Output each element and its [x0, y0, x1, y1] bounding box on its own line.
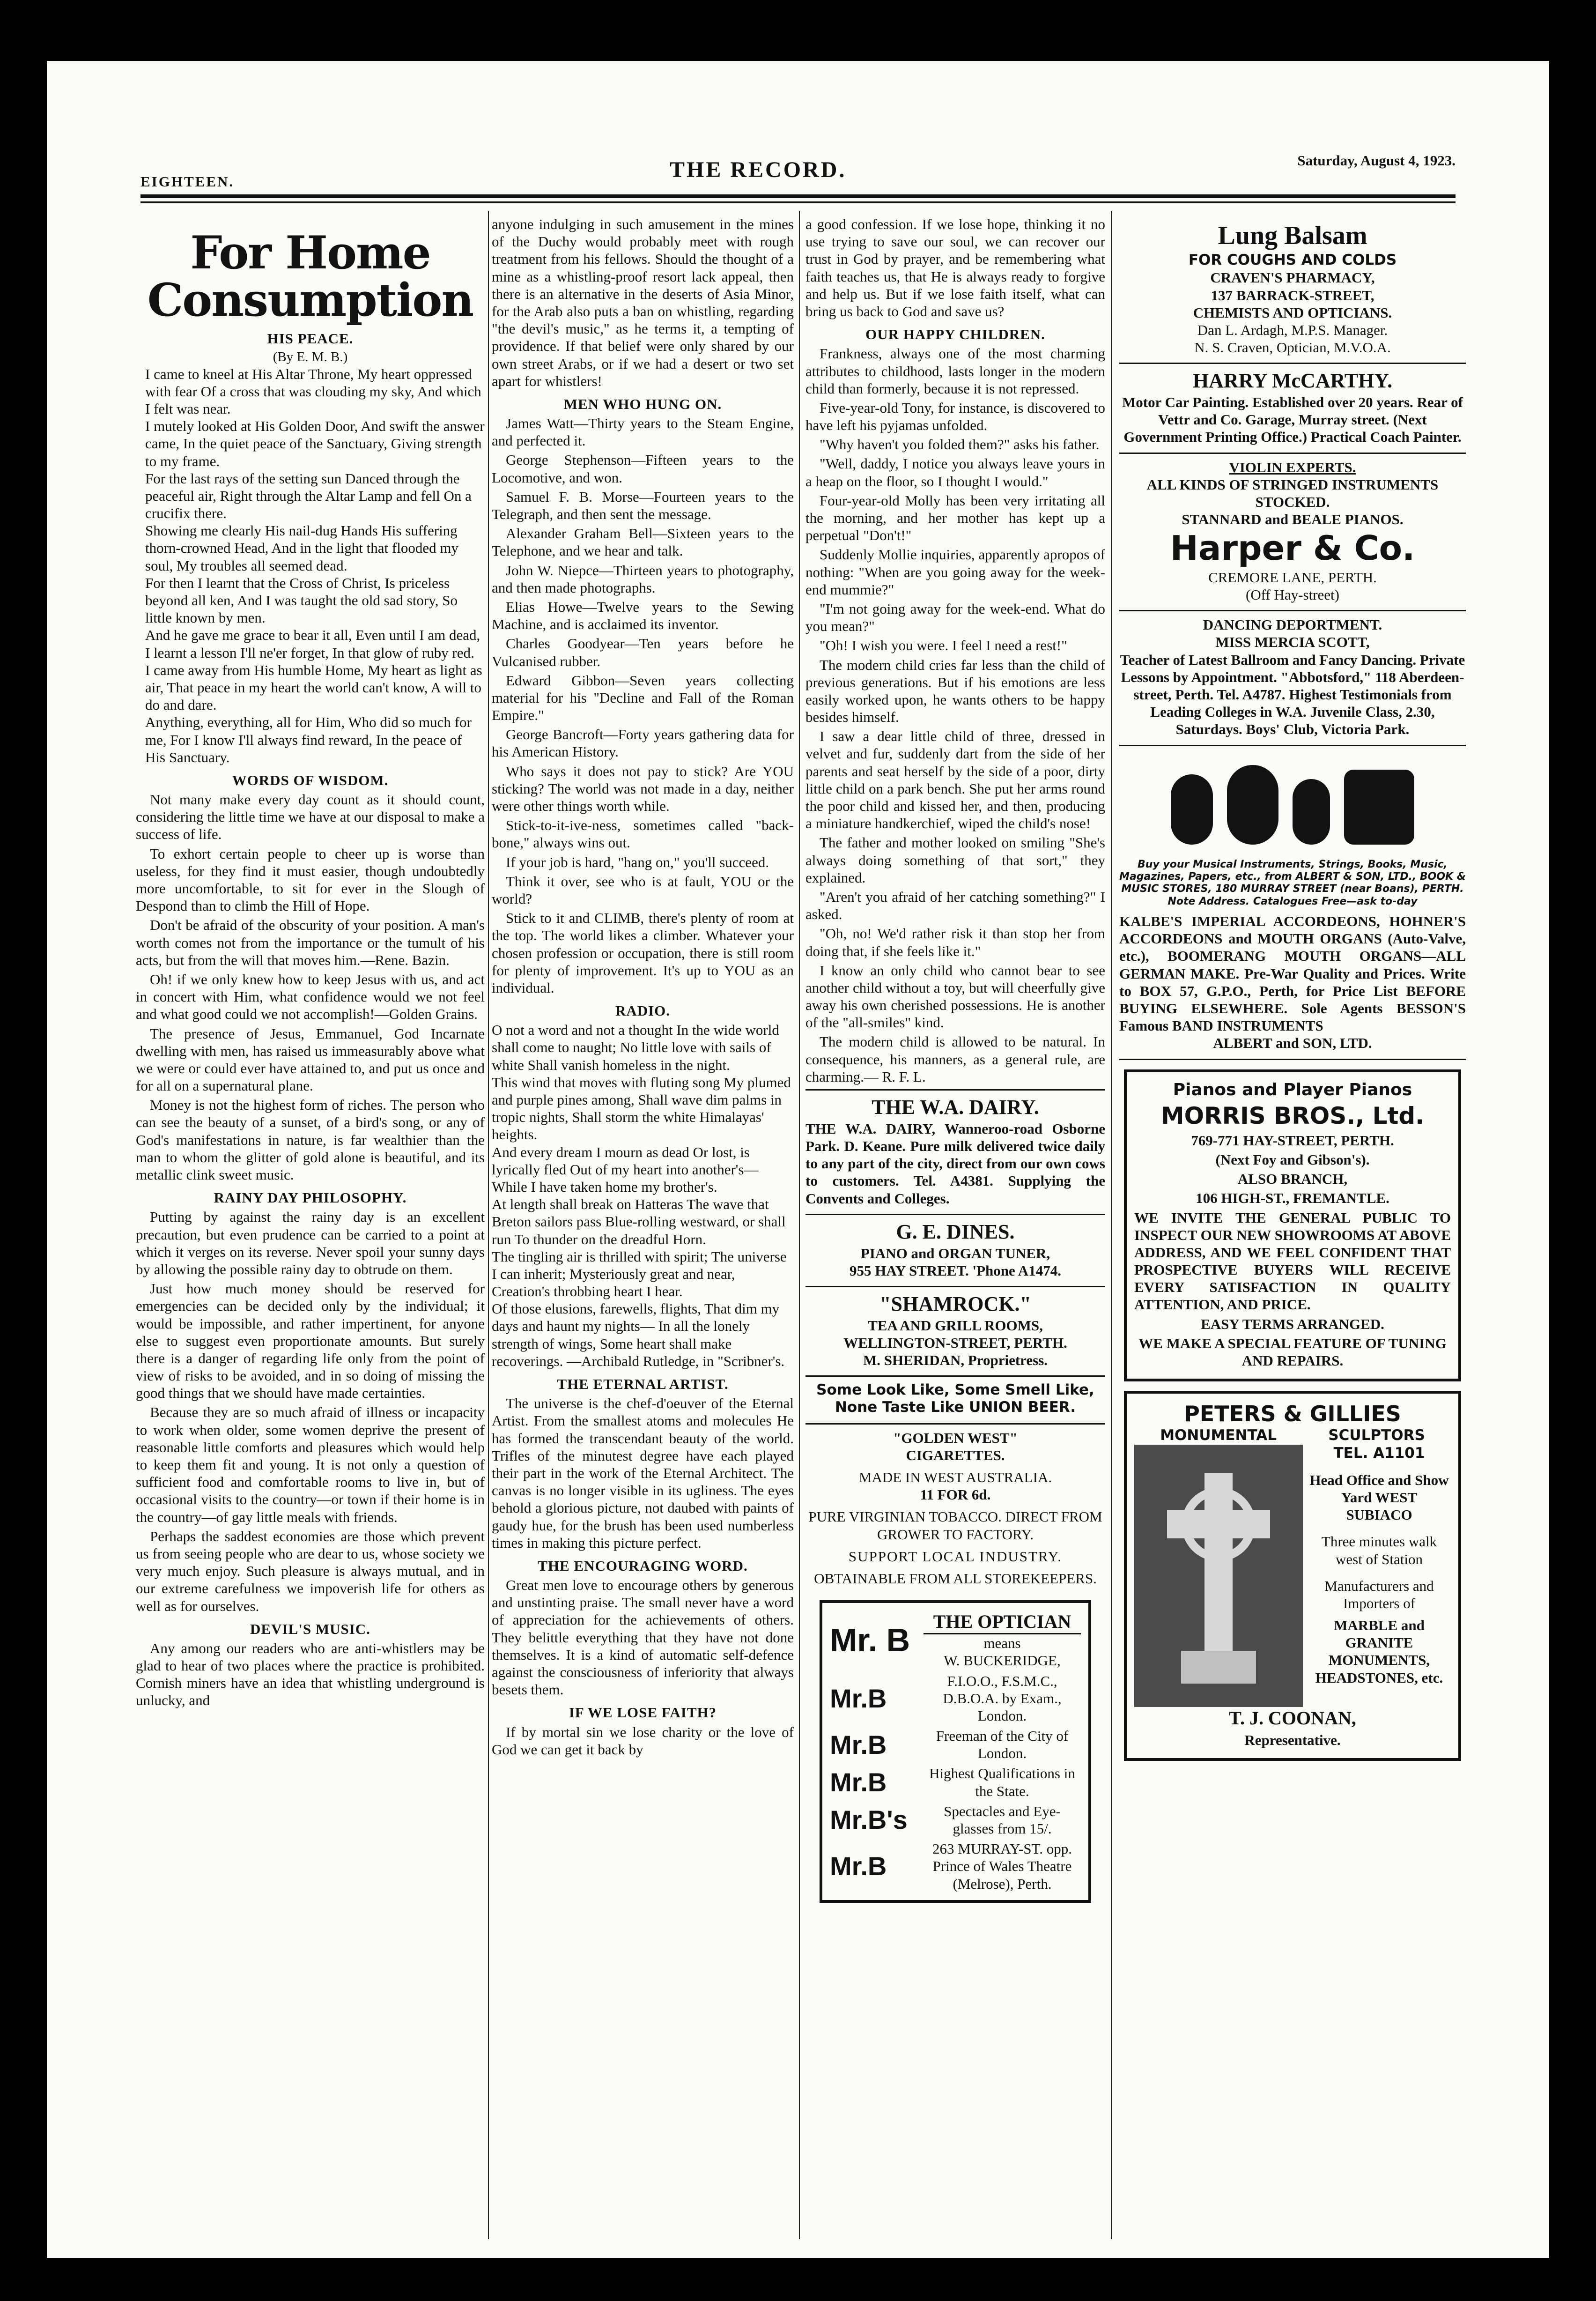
stanza: And he gave me grace to bear it all, Even until I am dead, I learnt a lesson I'll ne'er forget, In that glow of ruby red.	[145, 627, 480, 661]
ad-line: (Next Foy and Gibson's).	[1215, 1151, 1370, 1168]
paragraph: Suddenly Mollie inquiries, apparently apropos of nothing: "When are you going away for the week-end mummie?"	[805, 546, 1105, 598]
ad-line: PURE VIRGINIAN TOBACCO. DIRECT FROM GROWER TO FACTORY.	[808, 1508, 1102, 1543]
article-heading: HIS PEACE.	[267, 330, 354, 347]
ad-line: 11 FOR 6d.	[920, 1486, 991, 1503]
paragraph: If your job is hard, "hang on," you'll succeed.	[506, 854, 769, 870]
optician-title	[924, 1611, 1081, 1669]
celtic-cross-illustration	[1134, 1445, 1303, 1707]
optician-address: 263 MURRAY-ST. opp. Prince of Wales Theatre (Melrose), Perth.	[932, 1841, 1072, 1892]
mr-b-logo: Mr.B's	[830, 1805, 908, 1835]
ad-line: CRAVEN'S PHARMACY,	[1210, 269, 1375, 286]
paragraph: The modern child cries far less than the child of previous generations. But if his emotions are less easily worked upon, he wants others to be happy besides himself.	[805, 656, 1105, 726]
ad-line: 955 HAY STREET. 'Phone A1474.	[850, 1262, 1061, 1279]
paragraph: "Well, daddy, I notice you always leave yours in a heap on the floor, so I thought I would."	[805, 455, 1105, 490]
article-heading: WORDS OF WISDOM.	[232, 772, 389, 788]
paragraph: Five-year-old Tony, for instance, is discovered to have left his pyjamas unfolded.	[805, 399, 1105, 434]
ad-line: CREMORE LANE, PERTH.	[1208, 569, 1377, 586]
column-divider	[1111, 211, 1112, 2239]
stanza: For the last rays of the setting sun Danced through the peaceful air, Right through the Altar Lamp and fell On a crucifix there.	[145, 470, 472, 522]
ad-line: MADE IN WEST AUSTRALIA.	[858, 1469, 1052, 1486]
paragraph: "I'm not going away for the week-end. What do you mean?"	[805, 600, 1105, 635]
paragraph: Putting by against the rainy day is an excellent precaution, but even prudence can be carried to a point at which it verges on its reverse. Never spoil your sunny days by allowing the possible rainy day to obtrude on them.	[136, 1209, 485, 1277]
page-number: EIGHTEEN.	[140, 173, 235, 190]
paragraph: Not many make every day count as it should count, considering the little time we have at our disposal to make a success of life.	[136, 791, 485, 843]
paragraph: To exhort certain people to cheer up is worse than useless, for they find it must easier, though undoubtedly more uncomfortable, to sit for ever in the Slough of Despond than to climb the Hill of Hope.	[136, 845, 485, 914]
stanza: I came away from His humble Home, My heart as light as air, That peace in my heart the world can't know, A will to do and dare.	[145, 661, 482, 713]
article-heading: DEVIL'S MUSIC.	[250, 1620, 370, 1637]
article-heading: THE ENCOURAGING WORD.	[538, 1557, 748, 1574]
horn-shape	[1344, 770, 1414, 845]
header-rule	[140, 194, 1456, 198]
ad-line: MARBLE and GRANITE MONUMENTS, HEADSTONES, etc.	[1315, 1617, 1443, 1686]
ad-line: 106 HIGH-ST., FREMANTLE.	[1196, 1190, 1389, 1207]
mr-b-logo: Mr.B	[830, 1683, 887, 1713]
dines-ad	[805, 1215, 1105, 1287]
ad-line: WELLINGTON-STREET, PERTH.	[843, 1334, 1067, 1351]
golden-west-ad	[805, 1425, 1105, 1594]
paragraph: Four-year-old Molly has been very irritating all the morning, and her mother has kept up a perpetual "Don't!"	[805, 492, 1105, 544]
ad-text: Motor Car Painting. Established over 20 years. Rear of Vettr and Co. Garage, Murray street. (Next Government Printing Office.) Practical Coach Painter.	[1122, 394, 1463, 445]
ad-line: SCULPTORS	[1328, 1427, 1425, 1444]
stanza: And every dream I mourn as dead Or lost, is lyrically fled Out of my heart into another's— While I have taken home my brother's.	[492, 1143, 759, 1195]
paragraph: George Stephenson—Fifteen years to the Locomotive, and won.	[492, 452, 794, 486]
ad-line: FOR COUGHS AND COLDS	[1188, 252, 1397, 269]
ad-title: HARRY McCARTHY.	[1192, 369, 1393, 393]
stanza: At length shall break on Hatteras The wave that Breton sailors pass Blue-rolling westward, or shall run To thunder on the dreadful Horn.	[492, 1196, 786, 1247]
ad-sub: CIGARETTES.	[906, 1447, 1005, 1463]
paragraph: "Why haven't you folded them?" asks his father.	[820, 436, 1100, 453]
stanza: Showing me clearly His nail-dug Hands His suffering thorn-crowned Head, And in the light that flooded my soul, My troubles all seemed dead.	[145, 522, 458, 574]
article-heading: IF WE LOSE FAITH?	[569, 1704, 717, 1721]
morris-ad	[1124, 1069, 1461, 1382]
column-1	[136, 215, 485, 1711]
stanza: For then I learnt that the Cross of Christ, Is priceless beyond all ken, And I was taught the old sad story, So little known by men.	[145, 574, 458, 626]
paragraph: If by mortal sin we lose charity or the love of God we can get it back by	[492, 1723, 794, 1758]
poem	[492, 1021, 794, 1370]
ad-line: M. SHERIDAN, Proprietress.	[863, 1352, 1048, 1369]
paragraph: James Watt—Thirty years to the Steam Engine, and perfected it.	[492, 415, 794, 449]
ad-text: WE MAKE A SPECIAL FEATURE OF TUNING AND REPAIRS.	[1138, 1335, 1447, 1369]
optician-grid	[830, 1611, 1081, 1893]
ad-line: DANCING DEPORTMENT.	[1203, 616, 1382, 633]
column-3	[805, 215, 1105, 1903]
ad-line: Representative.	[1244, 1731, 1341, 1748]
column-divider	[488, 211, 489, 2239]
peters-details	[1303, 1445, 1451, 1707]
paragraph: Think it over, see who is at fault, YOU or the world?	[492, 873, 794, 907]
article-heading: RAINY DAY PHILOSOPHY.	[214, 1189, 407, 1206]
ad-line: (Off Hay-street)	[1246, 586, 1339, 603]
ad-line: MISS MERCIA SCOTT,	[1215, 634, 1370, 651]
instruments-illustration	[1161, 760, 1424, 849]
sub-heading-row	[1134, 1427, 1451, 1444]
article-heading: MEN WHO HUNG ON.	[563, 395, 722, 412]
ad-title: THE W.A. DAIRY.	[872, 1096, 1039, 1119]
article-heading: THE ETERNAL ARTIST.	[557, 1376, 729, 1392]
ad-text: WE INVITE THE GENERAL PUBLIC TO INSPECT OUR NEW SHOWROOMS AT ABOVE ADDRESS, AND WE FEEL CONFIDENT THAT PROSPECTIVE BUYERS WILL RECEIVE EVERY SATISFACTION IN QUALITY ATTENTION, AND PRICE.	[1134, 1209, 1451, 1313]
optician-freeman: Freeman of the City of London.	[936, 1728, 1069, 1762]
harper-name: Harper & Co.	[1170, 528, 1415, 568]
lung-balsam-ad	[1119, 215, 1466, 364]
paragraph: anyone indulging in such amusement in the mines of the Duchy would probably meet with rough treatment from his fellows. Should the thought of a mine as a whistling-proof resort lack appeal, then there is an alternative in the deserts of Asia Minor, for the Arab also puts a ban on whistling, regarding "the devil's music," as he terms it, a tempting of providence. If that belief were only shared by our own street Arabs, or if we had a desert or two set apart for whistlers!	[492, 216, 794, 389]
stanza: The tingling air is thrilled with spirit; The universe I can inherit; Mysteriously great and near, Creation's throbbing heart I hear.	[492, 1248, 787, 1300]
paragraph: Who says it does not pay to stick? Are YOU sticking? The world was not made in a day, neither were other things worth while.	[492, 763, 794, 814]
ad-line: 769-771 HAY-STREET, PERTH.	[1191, 1132, 1394, 1149]
paragraph: Don't be afraid of the obscurity of your position. A man's worth comes not from the importance or the tumult of his acts, but from the will that moves him.—Rene. Bazin.	[136, 917, 485, 968]
optician-name: W. BUCKERIDGE,	[944, 1652, 1061, 1669]
optician-spectacles: Spectacles and Eye-glasses from 15/.	[944, 1803, 1061, 1837]
header-rule-thin	[140, 201, 1456, 203]
ad-line: TEA AND GRILL ROOMS,	[868, 1317, 1043, 1334]
ad-line: Dan L. Ardagh, M.P.S. Manager.	[1197, 321, 1388, 338]
stanza: Of those elusions, farewells, flights, That dim my days and haunt my nights— In all the lonely strength of wings, Some heart shall make recoverings. —Archibald Rutledge, in "Scribner's.	[492, 1300, 785, 1369]
ad-line: 137 BARRACK-STREET,	[1211, 287, 1374, 304]
ad-line: STANNARD and BEALE PIANOS.	[1182, 511, 1404, 528]
paragraph: Edward Gibbon—Seven years collecting material for his "Decline and Fall of the Roman Empire."	[492, 672, 794, 724]
paragraph: "Aren't you afraid of her catching something?" I asked.	[805, 888, 1105, 923]
paragraph: Any among our readers who are anti-whistlers may be glad to hear of two places where the practice is prohibited. Cornish miners have an idea that whistling underground is unlucky, and	[136, 1640, 485, 1709]
paragraph: Elias Howe—Twelve years to the Sewing Machine, and is acclaimed its inventor.	[492, 598, 794, 633]
violin-shape	[1171, 774, 1213, 845]
paragraph: Perhaps the saddest economies are those which prevent us from seeing people who are dear to us, whose society we very much enjoy. Such pleasure is always mutual, and in our extreme carefulness we impoverish life for others as well as for ourselves.	[136, 1528, 485, 1614]
optician-heading: THE OPTICIAN	[924, 1611, 1081, 1634]
paragraph: Alexander Graham Bell—Sixteen years to the Telephone, and we hear and talk.	[492, 525, 794, 559]
ad-line: EASY TERMS ARRANGED.	[1201, 1315, 1384, 1332]
column-4	[1119, 215, 1466, 1770]
ad-text: Some Look Like, Some Smell Like, None Taste Like UNION BEER.	[816, 1381, 1094, 1416]
optician-means: means	[983, 1635, 1021, 1652]
newspaper-title: THE RECORD.	[670, 157, 847, 182]
paragraph: Because they are so much afraid of illness or incapacity to work when older, some women deprive the present of reasonable little comforts and pleasures which would help to keep them fit and young. It is not only a question of sufficient food and comfortable rooms to live in, but of occasional visits to the country—or town if their home is in the country—of gay little meals with friends.	[136, 1404, 485, 1525]
ad-title: PETERS & GILLIES	[1184, 1401, 1401, 1427]
ad-line: SUPPORT LOCAL INDUSTRY.	[848, 1548, 1063, 1565]
newspaper-page	[47, 61, 1549, 2258]
ad-title: Pianos and Player Pianos	[1173, 1080, 1412, 1099]
dancing-ad	[1119, 611, 1466, 746]
paragraph: Great men love to encourage others by generous and unstinting praise. The small never have a word of appreciation for the achievements of others. They belittle everything that they have not done themselves. It is a kind of automatic self-defence against the consciousness of inferiority that always besets them.	[492, 1577, 794, 1698]
article-heading: RADIO.	[615, 1002, 671, 1019]
ad-line: N. S. Craven, Optician, M.V.O.A.	[1194, 339, 1391, 356]
banner-heading: For Home Consumption	[147, 226, 473, 327]
paragraph: "Oh, no! We'd rather risk it than stop her from doing that, if she feels like it."	[805, 925, 1105, 959]
mr-b-logo: Mr.B	[830, 1851, 887, 1881]
paragraph: "Oh! I wish you were. I feel I need a rest!"	[820, 637, 1067, 654]
ad-line: VIOLIN EXPERTS.	[1229, 459, 1356, 475]
ad-line: ALBERT and SON, LTD.	[1213, 1035, 1372, 1052]
wa-dairy-ad	[805, 1089, 1105, 1215]
paragraph: George Bancroft—Forty years gathering data for his American History.	[492, 726, 794, 760]
peters-gillies-ad	[1124, 1391, 1461, 1761]
peters-rep	[1134, 1707, 1451, 1749]
byline: (By E. M. B.)	[273, 349, 348, 364]
mr-b-logo: Mr.B	[830, 1729, 887, 1759]
ad-line: CHEMISTS AND OPTICIANS.	[1193, 304, 1392, 321]
mr-b-logo: Mr.B	[830, 1767, 887, 1797]
ad-text: KALBE'S IMPERIAL ACCORDEONS, HOHNER'S ACCORDEONS and MOUTH ORGANS (Auto-Valve, etc.), BOOMERANG MOUTH ORGANS—ALL GERMAN MAKE. Pre-War Quality and Prices. Write to BOX 57, G.P.O., Perth, for Price List BEFORE BUYING ELSEWHERE. Sole Agents BESSON'S Famous BAND INSTRUMENTS	[1119, 913, 1466, 1034]
ad-title: G. E. DINES.	[896, 1220, 1015, 1243]
optician-ad	[820, 1600, 1091, 1903]
article-heading: OUR HAPPY CHILDREN.	[865, 326, 1045, 343]
ad-title: Lung Balsam	[1218, 221, 1367, 250]
ad-text: Teacher of Latest Ballroom and Fancy Dancing. Private Lessons by Appointment. "Abbotsford," 118 Aberdeen-street, Perth. Tel. A4787. Highest Testimonials from Leading Colleges in W.A. Juvenile Class, 2.30, Saturdays. Boys' Club, Victoria Park.	[1120, 651, 1465, 738]
issue-date: Saturday, August 4, 1923.	[1297, 152, 1456, 169]
optician-highest: Highest Qualifications in the State.	[929, 1765, 1075, 1799]
stanza: Anything, everything, all for Him, Who did so much for me, For I know I'll always find reward, In the peace of His Sanctuary.	[145, 714, 472, 765]
mr-b-logo: Mr. B	[830, 1621, 910, 1658]
albert-ad	[1119, 746, 1466, 1060]
ad-line: OBTAINABLE FROM ALL STOREKEEPERS.	[814, 1570, 1097, 1587]
cross-icon	[1134, 1445, 1303, 1707]
ad-line: T. J. COONAN,	[1229, 1707, 1356, 1729]
paragraph: Stick to it and CLIMB, there's plenty of room at the top. The world likes a climber. Whatever your chosen profession or occupation, there is still room for plenty of improvement. It's up to YOU as an individual.	[492, 910, 794, 996]
union-beer-ad	[805, 1377, 1105, 1424]
paragraph: The father and mother looked on smiling "She's always doing something of that sort," they explained.	[805, 834, 1105, 886]
paragraph: I saw a dear little child of three, dressed in velvet and fur, suddenly dart from the side of her parents and seat herself by the side of a poor, dirty little child on a park bench. She put her arms round the poor child and kissed her, and then, producing a miniature handkerchief, wiped the child's nose!	[805, 728, 1105, 832]
stanza: I mutely looked at His Golden Door, And swift the answer came, In the quiet peace of the Sanctuary, Giving strength to my frame.	[145, 418, 485, 469]
column-divider	[799, 211, 800, 2239]
ad-line: Head Office and Show Yard WEST SUBIACO	[1309, 1471, 1449, 1523]
paragraph: Charles Goodyear—Ten years before he Vulcanised rubber.	[492, 635, 794, 669]
paragraph: Samuel F. B. Morse—Fourteen years to the Telegraph, and then sent the message.	[492, 488, 794, 522]
stanza: O not a word and not a thought In the wide world shall come to naught; No little love with sails of white Shall vanish homeless in the night.	[492, 1022, 779, 1073]
paragraph: I know an only child who cannot bear to see another child without a toy, but will cheerfully give away his own cherished possessions. He is another of the "all-smiles" kind.	[805, 962, 1105, 1031]
harper-ad	[1119, 454, 1466, 612]
paragraph: Just how much money should be reserved for emergencies can be decided only by the individual; it would be impossible, and rather impertinent, for anyone else to suggest even proportionate amounts. But surely there is a danger of regarding life only from the point of view of risks to be avoided, and in so doing of missing the good things that we should have made certainties.	[136, 1280, 485, 1402]
ad-name: MORRIS BROS., Ltd.	[1160, 1102, 1425, 1129]
ad-line: ALL KINDS OF STRINGED INSTRUMENTS STOCKED.	[1146, 476, 1439, 511]
paragraph: The universe is the chef-d'oeuver of the Eternal Artist. From the smallest atoms and molecules He has formed the transcendant beauty of the world. Trifles of the minutest degree have each played their part in the work of the Eternal Architect. The canvas is no longer visible in its ugliness. The eyes behold a glorious picture, not daubed with paints of gaudy hue, for the brush has been used numberless times in making this picture perfect.	[492, 1395, 794, 1551]
ad-text: THE W.A. DAIRY, Wanneroo-road Osborne Park. D. Keane. Pure milk delivered twice daily to any part of the city, direct from our own cows to customers. Tel. A4381. Supplying the Convents and Colleges.	[805, 1120, 1105, 1207]
ad-line: ALSO BRANCH,	[1237, 1171, 1348, 1188]
paragraph: a good confession. If we lose hope, thinking it no use trying to save our soul, we can recover our trust in God by prayer, and be remembering what faith teaches us, that He is always ready to forgive and help us. But if we lose faith itself, what can bring us back to God and save us?	[805, 216, 1105, 319]
paragraph: John W. Niepce—Thirteen years to photography, and then made photographs.	[492, 562, 794, 596]
paragraph: Money is not the highest form of riches. The person who can see the beauty of a sunset, of a bird's song, or any of God's manifestations in nature, is far wealthier than the man to whom the glitter of gold alone is beautiful, and its metallic clink sweet music.	[136, 1097, 485, 1183]
monument-row	[1134, 1445, 1451, 1707]
paragraph: Stick-to-it-ive-ness, sometimes called "back-bone," always wins out.	[492, 817, 794, 851]
ad-line: TEL. A1101	[1333, 1444, 1425, 1462]
ad-line: PIANO and ORGAN TUNER,	[860, 1245, 1050, 1262]
guitar-shape	[1227, 765, 1278, 845]
stanza: This wind that moves with fluting song My plumed and purple pines among, Shall wave dim palms in tropic nights, Shall storm the white Himalayas' heights.	[492, 1074, 791, 1143]
ad-line: Three minutes walk west of Station	[1321, 1533, 1437, 1567]
paragraph: Oh! if we only knew how to keep Jesus with us, and act in concert with Him, what confidence would we not feel and what good could we not accomplish!—Golden Grains.	[136, 971, 485, 1023]
ad-line: Manufacturers and Importers of	[1324, 1577, 1434, 1611]
paragraph: The modern child is allowed to be natural. In consequence, his manners, as a general rule, are charming.— R. F. L.	[805, 1033, 1105, 1085]
ad-line: MONUMENTAL	[1160, 1427, 1277, 1444]
mandolin-shape	[1293, 779, 1330, 845]
paragraph: Frankness, always one of the most charming attributes to childhood, lasts longer in the modern child than formerly, because it is not repressed.	[805, 345, 1105, 397]
poem	[136, 365, 485, 766]
paragraph: The presence of Jesus, Emmanuel, God Incarnate dwelling with men, has raised us immeasurably above what we were or could ever have attained to, and put us once and for all on a supernatural plane.	[136, 1025, 485, 1094]
ad-text: Buy your Musical Instruments, Strings, Books, Music, Magazines, Papers, etc., from ALBERT & SON, LTD., BOOK & MUSIC STORES, 180 MURRAY STREET (near Boans), PERTH. Note Address. Catalogues Free—ask to-day	[1119, 858, 1466, 907]
shamrock-ad	[805, 1287, 1105, 1377]
stanza: I came to kneel at His Altar Throne, My heart oppressed with fear Of a cross that was clouding my sky, And which I felt was near.	[145, 365, 481, 417]
ad-title: "GOLDEN WEST"	[893, 1429, 1018, 1446]
column-2	[492, 215, 794, 1760]
optician-qualifications: F.I.O.O., F.S.M.C., D.B.O.A. by Exam., London.	[943, 1672, 1062, 1724]
ad-title: "SHAMROCK."	[879, 1292, 1031, 1315]
mccarthy-ad	[1119, 364, 1466, 453]
